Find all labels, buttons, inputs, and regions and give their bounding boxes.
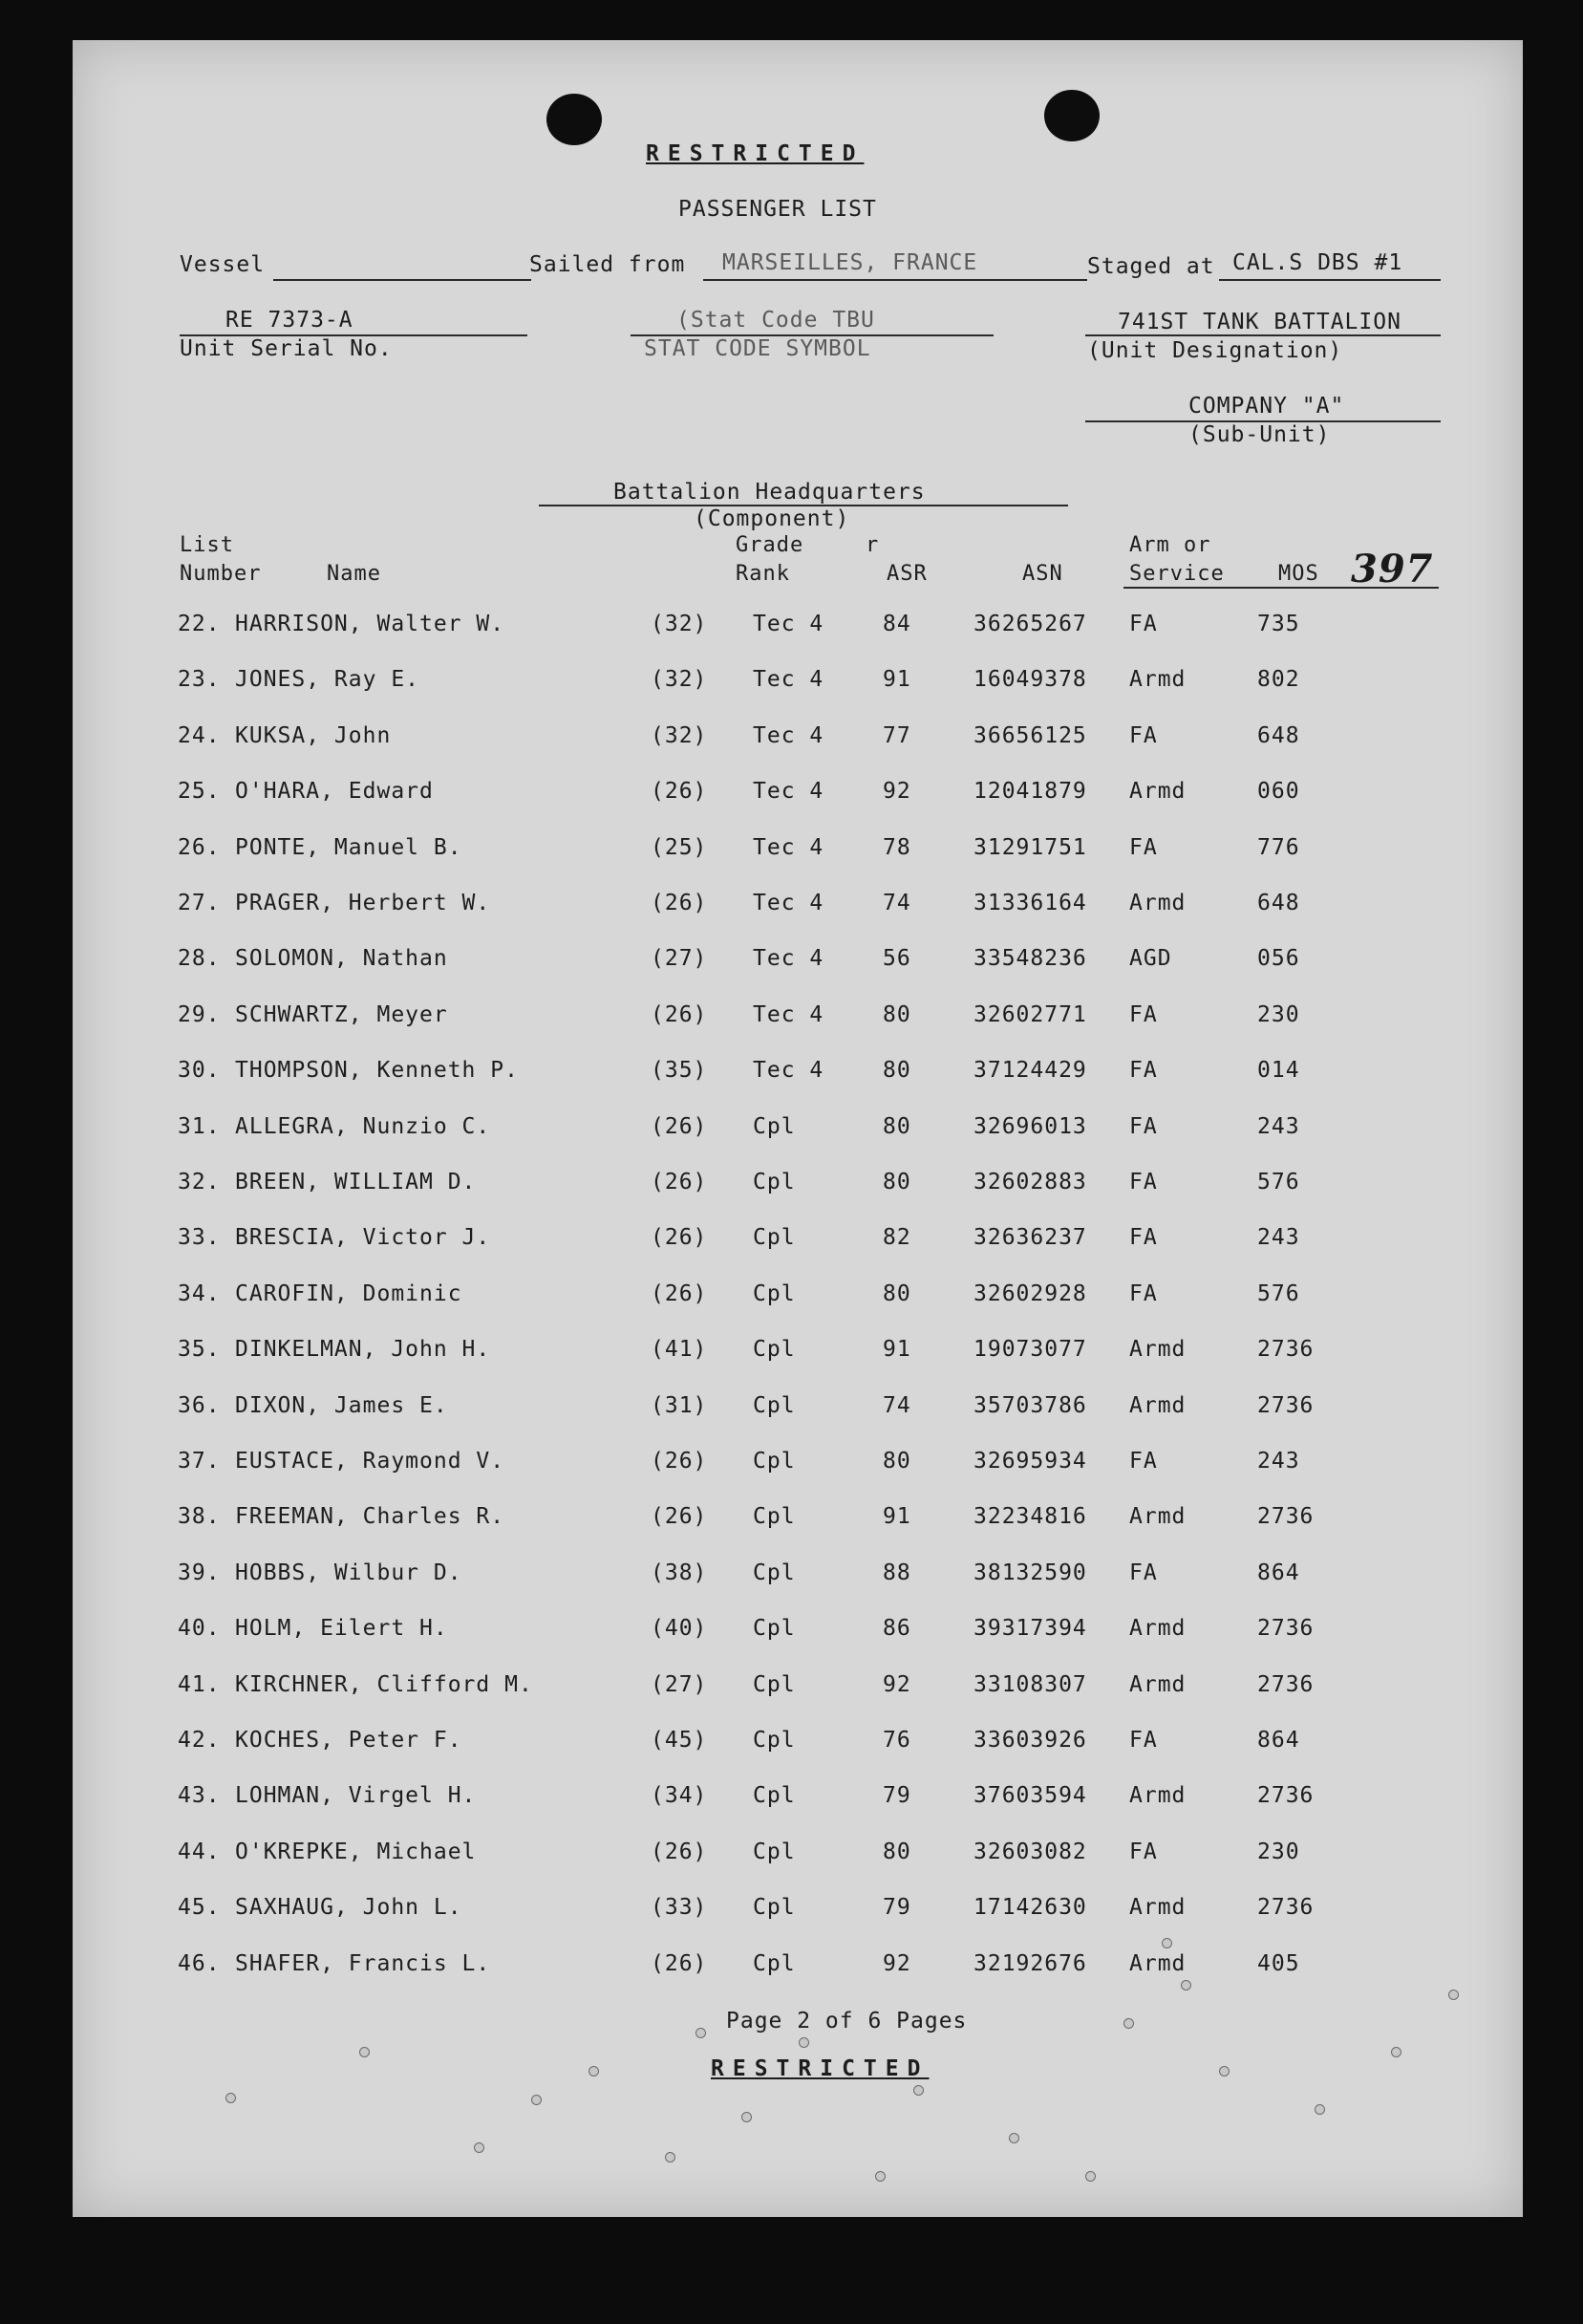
row-asr: 56 (883, 946, 911, 972)
row-mos: 2736 (1257, 1392, 1315, 1418)
row-grade: Cpl (753, 1225, 796, 1251)
row-asr: 82 (883, 1225, 911, 1251)
row-asr: 84 (883, 612, 911, 636)
table-row (73, 1951, 1523, 1990)
row-name: DINKELMAN, John H. (235, 1337, 491, 1363)
row-component-code: (26) (651, 1225, 708, 1251)
paper-speck (913, 2085, 924, 2096)
row-asr: 74 (883, 891, 911, 915)
row-number: 36. (178, 1392, 221, 1418)
staged-at-label: Staged at (1087, 254, 1215, 279)
row-mos: 014 (1257, 1058, 1300, 1084)
row-asn: 36265267 (973, 612, 1087, 636)
unit-serial-value: RE 7373-A (225, 308, 353, 333)
row-number: 27. (178, 891, 221, 915)
row-asr: 79 (883, 1783, 911, 1809)
row-grade: Tec 4 (753, 1058, 824, 1084)
vessel-label: Vessel (180, 252, 266, 277)
row-asn: 32603082 (973, 1839, 1087, 1864)
row-asn: 37603594 (973, 1783, 1087, 1809)
row-arm-service: FA (1129, 1225, 1158, 1251)
row-asn: 32602928 (973, 1280, 1087, 1306)
row-mos: 576 (1257, 1170, 1300, 1194)
row-component-code: (38) (651, 1560, 708, 1585)
row-asn: 37124429 (973, 1058, 1087, 1084)
row-asn: 31336164 (973, 891, 1087, 915)
row-mos: 243 (1257, 1225, 1300, 1251)
row-arm-service: Armd (1129, 891, 1187, 915)
row-asn: 32636237 (973, 1225, 1087, 1251)
row-component-code: (25) (651, 834, 708, 860)
paper-speck (1162, 1938, 1172, 1948)
restricted-header: RESTRICTED (646, 141, 865, 166)
row-arm-service: FA (1129, 1728, 1158, 1753)
row-component-code: (32) (651, 667, 708, 693)
row-grade: Cpl (753, 1280, 796, 1306)
handwritten-mos-number: 397 (1351, 547, 1434, 592)
row-arm-service: Armd (1129, 1337, 1187, 1363)
row-number: 31. (178, 1113, 221, 1139)
row-mos: 230 (1257, 1001, 1300, 1027)
row-mos: 2736 (1257, 1616, 1315, 1642)
row-component-code: (31) (651, 1392, 708, 1418)
row-component-code: (26) (651, 1504, 708, 1530)
row-asn: 39317394 (973, 1616, 1087, 1642)
table-row (73, 1504, 1523, 1542)
row-arm-service: AGD (1129, 946, 1172, 972)
row-arm-service: FA (1129, 1001, 1158, 1027)
row-component-code: (40) (651, 1616, 708, 1642)
row-asr: 78 (883, 834, 911, 860)
row-asn: 32695934 (973, 1449, 1087, 1474)
row-asn: 35703786 (973, 1392, 1087, 1418)
row-asr: 74 (883, 1392, 911, 1418)
row-name: BRESCIA, Victor J. (235, 1225, 491, 1251)
sub-unit-label: (Sub-Unit) (1188, 422, 1331, 447)
paper-speck (474, 2142, 484, 2153)
row-asn: 12041879 (973, 779, 1087, 805)
row-arm-service: FA (1129, 722, 1158, 748)
row-number: 39. (178, 1560, 221, 1585)
col-arm-1: Arm or (1129, 533, 1211, 557)
row-number: 43. (178, 1783, 221, 1809)
row-name: O'HARA, Edward (235, 779, 434, 805)
row-mos: 230 (1257, 1839, 1300, 1864)
row-mos: 576 (1257, 1280, 1300, 1306)
row-grade: Cpl (753, 1839, 796, 1864)
paper-speck (1448, 1990, 1459, 2000)
row-asn: 33603926 (973, 1728, 1087, 1753)
row-mos: 2736 (1257, 1337, 1315, 1363)
row-component-code: (26) (651, 1950, 708, 1976)
row-mos: 735 (1257, 612, 1300, 636)
row-number: 25. (178, 779, 221, 805)
unit-serial-label: Unit Serial No. (180, 336, 393, 361)
sailed-from-label: Sailed from (529, 252, 686, 277)
sailed-from-underline (703, 279, 1087, 281)
table-row (73, 1840, 1523, 1878)
col-arm-2: Service (1129, 562, 1225, 586)
row-arm-service: Armd (1129, 1950, 1187, 1976)
paper-speck (799, 2037, 809, 2048)
row-asn: 31291751 (973, 834, 1087, 860)
unit-designation-underline (1085, 334, 1441, 336)
row-number: 34. (178, 1280, 221, 1306)
row-mos: 648 (1257, 722, 1300, 748)
row-mos: 864 (1257, 1560, 1300, 1585)
row-grade: Cpl (753, 1671, 796, 1697)
row-arm-service: Armd (1129, 1616, 1187, 1642)
col-grade-1: Grade (736, 533, 804, 557)
unit-designation-label: (Unit Designation) (1087, 338, 1343, 363)
row-arm-service: FA (1129, 1058, 1158, 1084)
row-component-code: (32) (651, 612, 708, 636)
row-name: LOHMAN, Virgel H. (235, 1783, 477, 1809)
row-mos: 2736 (1257, 1783, 1315, 1809)
row-number: 28. (178, 946, 221, 972)
row-name: THOMPSON, Kenneth P. (235, 1058, 519, 1084)
row-grade: Tec 4 (753, 1001, 824, 1027)
row-mos: 2736 (1257, 1895, 1315, 1921)
row-number: 26. (178, 834, 221, 860)
row-arm-service: Armd (1129, 667, 1187, 693)
paper-speck (695, 2028, 706, 2038)
row-number: 45. (178, 1895, 221, 1921)
row-name: DIXON, James E. (235, 1392, 448, 1418)
row-mos: 060 (1257, 779, 1300, 805)
staged-at-value: CAL.S DBS #1 (1232, 250, 1403, 275)
col-r: r (866, 533, 880, 557)
table-row (73, 723, 1523, 762)
row-arm-service: Armd (1129, 1671, 1187, 1697)
row-mos: 864 (1257, 1728, 1300, 1753)
row-grade: Cpl (753, 1337, 796, 1363)
row-number: 41. (178, 1671, 221, 1697)
table-row (73, 1393, 1523, 1431)
table-row (73, 1895, 1523, 1933)
row-mos: 056 (1257, 946, 1300, 972)
col-mos: MOS (1278, 562, 1319, 586)
row-number: 44. (178, 1839, 221, 1864)
row-grade: Cpl (753, 1113, 796, 1139)
row-asn: 36656125 (973, 722, 1087, 748)
stat-code-label: STAT CODE SYMBOL (644, 336, 871, 361)
table-row (73, 1170, 1523, 1208)
row-mos: 405 (1257, 1950, 1300, 1976)
row-number: 33. (178, 1225, 221, 1251)
row-asn: 33548236 (973, 946, 1087, 972)
table-row (73, 1337, 1523, 1375)
staged-at-underline (1219, 279, 1441, 281)
table-row (73, 1783, 1523, 1821)
paper-speck (1219, 2066, 1230, 2077)
header-underline (1123, 587, 1439, 589)
row-grade: Cpl (753, 1170, 796, 1194)
row-grade: Cpl (753, 1895, 796, 1921)
row-name: KUKSA, John (235, 722, 392, 748)
row-component-code: (26) (651, 1839, 708, 1864)
row-component-code: (27) (651, 1671, 708, 1697)
row-component-code: (32) (651, 722, 708, 748)
table-row (73, 891, 1523, 929)
row-name: JONES, Ray E. (235, 667, 420, 693)
row-component-code: (45) (651, 1728, 708, 1753)
row-asr: 92 (883, 1950, 911, 1976)
row-arm-service: Armd (1129, 1504, 1187, 1530)
table-row (73, 779, 1523, 817)
row-grade: Tec 4 (753, 946, 824, 972)
paper-speck (359, 2047, 370, 2057)
row-component-code: (27) (651, 946, 708, 972)
sub-unit-value: COMPANY "A" (1188, 394, 1345, 419)
row-number: 40. (178, 1616, 221, 1642)
row-asr: 92 (883, 779, 911, 805)
row-grade: Cpl (753, 1728, 796, 1753)
table-row (73, 1002, 1523, 1041)
col-asn: ASN (1022, 562, 1063, 586)
row-arm-service: FA (1129, 1280, 1158, 1306)
row-asr: 77 (883, 722, 911, 748)
row-number: 29. (178, 1001, 221, 1027)
row-component-code: (41) (651, 1337, 708, 1363)
row-number: 37. (178, 1449, 221, 1474)
row-asn: 17142630 (973, 1895, 1087, 1921)
row-arm-service: FA (1129, 834, 1158, 860)
document-title: PASSENGER LIST (678, 197, 877, 222)
row-mos: 802 (1257, 667, 1300, 693)
row-name: SCHWARTZ, Meyer (235, 1001, 448, 1027)
table-row (73, 1560, 1523, 1599)
row-mos: 2736 (1257, 1504, 1315, 1530)
row-name: EUSTACE, Raymond V. (235, 1449, 505, 1474)
vessel-underline (273, 279, 531, 281)
row-component-code: (33) (651, 1895, 708, 1921)
row-grade: Tec 4 (753, 891, 824, 915)
table-row (73, 612, 1523, 650)
row-asr: 91 (883, 1337, 911, 1363)
punch-hole-right (1044, 90, 1100, 141)
row-grade: Cpl (753, 1504, 796, 1530)
paper-speck (875, 2171, 886, 2182)
row-arm-service: Armd (1129, 1783, 1187, 1809)
row-asn: 38132590 (973, 1560, 1087, 1585)
table-row (73, 667, 1523, 705)
row-component-code: (26) (651, 1001, 708, 1027)
row-arm-service: FA (1129, 1170, 1158, 1194)
row-name: BREEN, WILLIAM D. (235, 1170, 477, 1194)
component-label: (Component) (694, 506, 850, 531)
row-mos: 243 (1257, 1449, 1300, 1474)
row-grade: Tec 4 (753, 779, 824, 805)
row-name: O'KREPKE, Michael (235, 1839, 477, 1864)
row-arm-service: FA (1129, 1560, 1158, 1585)
row-name: HARRISON, Walter W. (235, 612, 505, 636)
row-asr: 88 (883, 1560, 911, 1585)
column-headers-bottom (73, 562, 1523, 600)
paper-speck (1123, 2018, 1134, 2029)
col-list-number-1: List (180, 533, 234, 557)
row-number: 22. (178, 612, 221, 636)
row-number: 32. (178, 1170, 221, 1194)
row-mos: 243 (1257, 1113, 1300, 1139)
row-asr: 92 (883, 1671, 911, 1697)
row-component-code: (26) (651, 779, 708, 805)
row-number: 23. (178, 667, 221, 693)
row-asr: 80 (883, 1058, 911, 1084)
row-number: 42. (178, 1728, 221, 1753)
table-row (73, 1225, 1523, 1263)
row-name: KIRCHNER, Clifford M. (235, 1671, 533, 1697)
row-number: 35. (178, 1337, 221, 1363)
paper-speck (665, 2152, 675, 2163)
row-asr: 91 (883, 1504, 911, 1530)
row-component-code: (26) (651, 1113, 708, 1139)
component-value: Battalion Headquarters (613, 480, 926, 505)
row-component-code: (26) (651, 1449, 708, 1474)
row-name: ALLEGRA, Nunzio C. (235, 1113, 491, 1139)
restricted-footer: RESTRICTED (711, 2056, 930, 2081)
row-grade: Cpl (753, 1616, 796, 1642)
row-component-code: (35) (651, 1058, 708, 1084)
row-arm-service: FA (1129, 1839, 1158, 1864)
row-arm-service: Armd (1129, 1392, 1187, 1418)
row-grade: Cpl (753, 1449, 796, 1474)
table-row (73, 1616, 1523, 1654)
row-asn: 33108307 (973, 1671, 1087, 1697)
row-name: SAXHAUG, John L. (235, 1895, 462, 1921)
row-asn: 32234816 (973, 1504, 1087, 1530)
row-grade: Tec 4 (753, 834, 824, 860)
paper-speck (225, 2093, 236, 2103)
paper-speck (1009, 2133, 1019, 2143)
row-component-code: (26) (651, 891, 708, 915)
row-mos: 648 (1257, 891, 1300, 915)
sailed-from-value: MARSEILLES, FRANCE (722, 250, 978, 275)
table-row (73, 1114, 1523, 1152)
row-grade: Cpl (753, 1783, 796, 1809)
col-asr: ASR (887, 562, 928, 586)
row-asn: 32602771 (973, 1001, 1087, 1027)
row-component-code: (26) (651, 1170, 708, 1194)
row-asr: 80 (883, 1280, 911, 1306)
row-asn: 32602883 (973, 1170, 1087, 1194)
row-name: CAROFIN, Dominic (235, 1280, 462, 1306)
paper-speck (741, 2112, 752, 2122)
unit-designation-value: 741ST TANK BATTALION (1118, 310, 1401, 334)
row-asr: 80 (883, 1449, 911, 1474)
row-name: KOCHES, Peter F. (235, 1728, 462, 1753)
row-asr: 80 (883, 1839, 911, 1864)
row-asr: 80 (883, 1170, 911, 1194)
paper-speck (531, 2095, 542, 2105)
col-list-number-2: Number (180, 562, 262, 586)
row-number: 24. (178, 722, 221, 748)
row-name: SHAFER, Francis L. (235, 1950, 491, 1976)
paper-speck (1315, 2104, 1325, 2115)
punch-hole-left (546, 94, 602, 145)
row-arm-service: Armd (1129, 1895, 1187, 1921)
row-name: PRAGER, Herbert W. (235, 891, 491, 915)
row-grade: Tec 4 (753, 612, 824, 636)
row-number: 30. (178, 1058, 221, 1084)
table-row (73, 1672, 1523, 1711)
row-arm-service: FA (1129, 1449, 1158, 1474)
table-row (73, 835, 1523, 873)
row-asr: 91 (883, 667, 911, 693)
row-mos: 2736 (1257, 1671, 1315, 1697)
row-grade: Tec 4 (753, 722, 824, 748)
row-arm-service: Armd (1129, 779, 1187, 805)
paper-speck (1391, 2047, 1401, 2057)
row-asr: 76 (883, 1728, 911, 1753)
row-component-code: (34) (651, 1783, 708, 1809)
col-name: Name (327, 562, 381, 586)
row-grade: Cpl (753, 1560, 796, 1585)
row-grade: Cpl (753, 1950, 796, 1976)
row-name: HOLM, Eilert H. (235, 1616, 448, 1642)
row-asn: 32192676 (973, 1950, 1087, 1976)
row-number: 38. (178, 1504, 221, 1530)
row-asr: 86 (883, 1616, 911, 1642)
paper-speck (1085, 2171, 1096, 2182)
row-grade: Cpl (753, 1392, 796, 1418)
paper-speck (588, 2066, 599, 2077)
table-row (73, 1058, 1523, 1096)
table-row (73, 1449, 1523, 1487)
table-row (73, 1281, 1523, 1320)
row-asn: 16049378 (973, 667, 1087, 693)
row-component-code: (26) (651, 1280, 708, 1306)
row-name: HOBBS, Wilbur D. (235, 1560, 462, 1585)
row-asn: 19073077 (973, 1337, 1087, 1363)
document-page (73, 40, 1523, 2217)
table-row (73, 946, 1523, 984)
row-grade: Tec 4 (753, 667, 824, 693)
row-number: 46. (178, 1950, 221, 1976)
row-name: PONTE, Manuel B. (235, 834, 462, 860)
paper-speck (1181, 1980, 1191, 1990)
row-asr: 80 (883, 1113, 911, 1139)
row-name: FREEMAN, Charles R. (235, 1504, 505, 1530)
row-asr: 79 (883, 1895, 911, 1921)
row-asr: 80 (883, 1001, 911, 1027)
stat-code-value: (Stat Code TBU (676, 308, 875, 333)
page-indicator: Page 2 of 6 Pages (726, 2009, 968, 2034)
row-mos: 776 (1257, 834, 1300, 860)
row-arm-service: FA (1129, 612, 1158, 636)
row-asn: 32696013 (973, 1113, 1087, 1139)
row-name: SOLOMON, Nathan (235, 946, 448, 972)
table-row (73, 1728, 1523, 1766)
row-arm-service: FA (1129, 1113, 1158, 1139)
col-grade-2: Rank (736, 562, 790, 586)
